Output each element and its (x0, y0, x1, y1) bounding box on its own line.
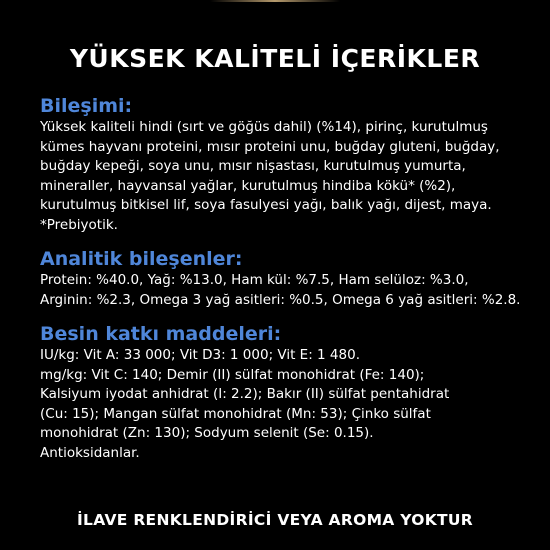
additives-line: Antioksidanlar. (40, 444, 140, 461)
composition-line: kurutulmuş bitkisel lif, soya fasulyesi yağı, balık yağı, dijest, maya. (40, 197, 492, 213)
composition-text (40, 118, 530, 235)
analytic-line: Protein: %40.0, Yağ: %13.0, Ham kül: %7.5, Ham selüloz: %3.0, (40, 272, 469, 288)
additives-title: Besin katkı maddeleri: (40, 323, 282, 345)
analytic-text (40, 271, 530, 310)
composition-line: kümes hayvanı proteini, mısır proteini unu, buğday gluteni, buğday, (40, 138, 500, 155)
page-headline: YÜKSEK KALİTELİ İÇERİKLER (69, 44, 481, 73)
additives-line: IU/kg: Vit A: 33 000; Vit D3: 1 000; Vit E: 1 480. (40, 347, 360, 363)
composition-line: buğday kepeği, soya unu, mısır nişastası, kurutulmuş yumurta, (40, 158, 466, 174)
analytic-section (40, 247, 530, 310)
additives-text (40, 346, 530, 463)
composition-line: Yüksek kaliteli hindi (sırt ve göğüs dahil) (%14), pirinç, kurutulmuş (40, 119, 488, 135)
additives-line: (Cu: 15); Mangan sülfat monohidrat (Mn: 53); Çinko sülfat (40, 405, 431, 422)
analytic-title: Analitik bileşenler: (40, 248, 243, 270)
additives-line: mg/kg: Vit C: 140; Demir (II) sülfat monohidrat (Fe: 140); (40, 366, 425, 383)
footer-claim: İLAVE RENKLENDİRİCİ VEYA AROMA YOKTUR (76, 511, 474, 529)
composition-section (40, 94, 530, 235)
analytic-line: Arginin: %2.3, Omega 3 yağ asitleri: %0.5, Omega 6 yağ asitleri: %2.8. (40, 291, 521, 308)
composition-title: Bileşimi: (40, 95, 133, 117)
composition-line: mineraller, hayvansal yağlar, kurutulmuş hindiba kökü* (%2), (40, 177, 456, 194)
ingredients-panel (40, 94, 530, 463)
top-accent-glow (210, 0, 340, 2)
composition-line: *Prebiyotik. (40, 216, 118, 233)
additives-line: monohidrat (Zn: 130); Sodyum selenit (Se: 0.15). (40, 425, 374, 441)
additives-line: Kalsiyum iyodat anhidrat (I: 2.2); Bakır (II) sülfat pentahidrat (40, 386, 450, 402)
additives-section (40, 322, 530, 463)
